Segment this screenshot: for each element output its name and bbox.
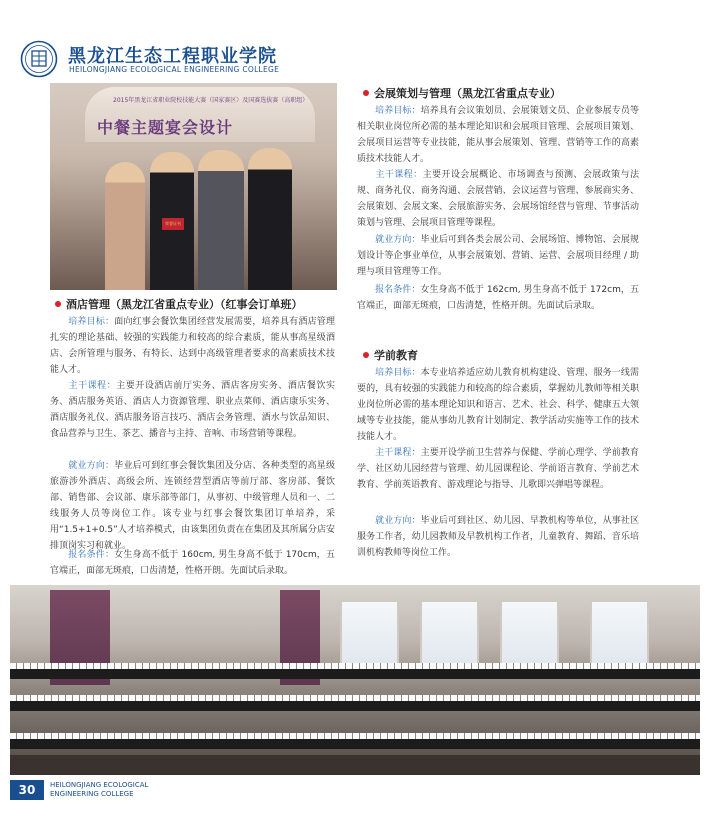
hotel-section-title: 酒店管理（黑龙江省重点专业）（红事会订单班） <box>66 298 303 311</box>
preschool-main-courses <box>357 445 639 493</box>
piano-keys <box>10 695 700 701</box>
hotel-career-direction <box>50 458 335 554</box>
field-text: 女生身高不低于 160cm, 男生身高不低于 170cm，五官端正，面部无斑痕，口齿清楚，性格开朗。先面试后录取。 <box>50 550 335 576</box>
field-text: 毕业后可到各类会展公司、会展场馆、博物馆、会展规划设计等企事业单位，从事会展策划、营销、运营、会展项目经理 / 助理与项目管理等工作。 <box>357 235 639 277</box>
exhibition-main-courses <box>357 167 639 231</box>
field-label: 主干课程： <box>375 170 423 180</box>
school-name-cn: 黑龙江生态工程职业学院 <box>68 46 277 67</box>
person-figure <box>105 162 145 290</box>
field-label: 就业方向： <box>68 461 115 471</box>
field-text: 主要开设酒店前厅实务、酒店客房实务、酒店餐饮实务、酒店服务英语、酒店人力资源管理、职业点菜师、酒店康乐实务、酒店服务礼仪、酒店服务语言技巧、酒店会务管理、酒水与饮品知识、食品营养与卫生、茶艺、播音与主持、音响、市场营销等课程。 <box>50 381 335 439</box>
preschool-training-goal <box>357 365 639 445</box>
field-text: 女生身高不低于 162cm, 男生身高不低于 172cm，五官端正，面部无斑痕，口齿清楚，性格开朗。先面试后录取。 <box>357 285 639 311</box>
person-figure <box>248 148 292 290</box>
banner-subtitle: 2015年黑龙江省职业院校技能大赛（国家赛区）及国赛选拔赛（高职组） <box>113 97 309 104</box>
piano-keys <box>10 663 700 669</box>
field-text: 毕业后可到社区、幼儿园、早教机构等单位，从事社区服务工作者，幼儿园教师及早教机构工作者，儿童教育、舞蹈、音乐培训机构教师等岗位工作。 <box>357 516 639 558</box>
piano-keys <box>10 733 700 739</box>
field-label: 培养目标： <box>375 106 421 116</box>
hotel-admission-requirements <box>50 547 335 579</box>
page-number: 30 <box>10 780 44 800</box>
piano-classroom-photo <box>10 585 700 775</box>
exhibition-career-direction <box>357 232 639 280</box>
photo-banner <box>85 87 315 142</box>
field-label: 报名条件： <box>68 550 115 560</box>
person-figure <box>198 150 244 290</box>
exhibition-training-goal <box>357 103 639 167</box>
school-name-en: HEILONGJIANG ECOLOGICAL ENGINEERING COLLEGE <box>69 65 280 74</box>
preschool-career-direction <box>357 513 639 561</box>
field-label: 就业方向： <box>375 516 421 526</box>
floor <box>10 755 700 775</box>
field-text: 培养具有会议策划员、会展策划文员、企业参展专员等相关职业岗位所必需的基本理论知识和会展项目管理、会展项目策划、会展项目运营等专业技能，能从事会展策划、管理、营销等工作的高素质技术技能人才。 <box>357 106 639 164</box>
hotel-training-goal <box>50 314 335 378</box>
field-label: 培养目标： <box>68 317 115 327</box>
footer-college-en-line1: HEILONGJIANG ECOLOGICAL <box>50 781 149 789</box>
award-ceremony-photo <box>50 83 337 290</box>
section-bullet-icon <box>363 90 369 96</box>
certificate: 荣誉证书 <box>162 218 184 230</box>
field-text: 主要开设会展概论、市场调查与预测、会展政策与法规、商务礼仪、商务沟通、会展营销、会议运营与管理、参展商实务、会展策划、会展文案、会展旅游实务、会展场馆经营与管理、节事活动策划与管理、会展项目管理等课程。 <box>357 170 639 228</box>
banner-title: 中餐主题宴会设计 <box>97 118 234 137</box>
field-text: 毕业后可到红事会餐饮集团及分店、各种类型的高星级旅游涉外酒店、高级会所、连锁经营型酒店等前厅部、客房部、餐饮部、销售部、会议部、康乐部等部门，从事初、中级管理人员和一、二线服务人员等岗位工作。该专业与红事会餐饮集团订单培养，采用“1.5+1+0.5”人才培养模式，由该集团负责在在集团及其所属分店安排顶岗实习和就业。 <box>50 461 335 551</box>
field-label: 主干课程： <box>68 381 117 391</box>
exhibition-admission-requirements <box>357 282 639 314</box>
field-text: 本专业培养适应幼儿教育机构建设、管理、服务一线需要的，具有较强的实践能力和较高的综合素质，掌握幼儿教师等相关职业岗位所必需的基本理论知识和语言、艺术、社会、科学、健康五大领域等专业技能，能从事幼儿教育计划制定、教学活动实施等工作的技术技能人才。 <box>357 368 639 442</box>
field-text: 面向红事会餐饮集团经营发展需要，培养具有酒店管理扎实的理论基础、较强的实践能力和较高的综合素质，能从事高星级酒店、会所管理与服务、有特长、达到中高级管理者要求的高素质技术技能人才。 <box>50 317 335 375</box>
page-header <box>20 40 420 80</box>
preschool-section-title: 学前教育 <box>374 349 418 362</box>
field-text: 主要开设学前卫生营养与保健、学前心理学、学前教育学、社区幼儿园经营与管理、幼儿园课程论、学前语言教育、学前艺术教育、学前英语教育、游戏理论与指导、儿歌即兴弹唱等课程。 <box>357 448 639 490</box>
field-label: 培养目标： <box>375 368 421 378</box>
section-bullet-icon <box>363 352 369 358</box>
college-logo-icon <box>20 40 58 78</box>
field-label: 就业方向： <box>375 235 421 245</box>
footer-college-en-line2: ENGINEERING COLLEGE <box>50 790 134 798</box>
section-bullet-icon <box>55 301 61 307</box>
field-label: 报名条件： <box>375 285 421 295</box>
hotel-main-courses <box>50 378 335 442</box>
field-label: 主干课程： <box>375 448 421 458</box>
exhibition-section-title: 会展策划与管理（黑龙江省重点专业） <box>374 87 561 100</box>
